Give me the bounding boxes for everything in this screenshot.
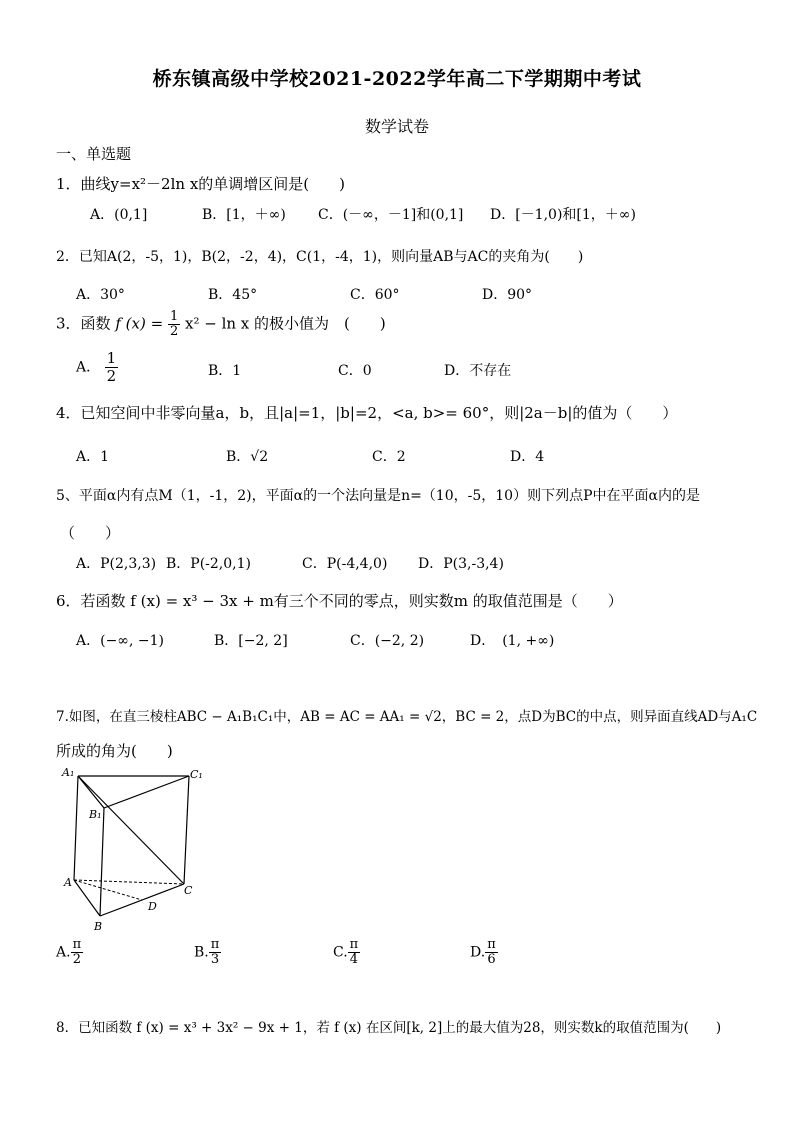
q1-option-b: B．[1，＋∞) [202,207,286,223]
q2-option-a: A．30° [76,287,125,303]
section-heading: 一、单选题 [56,145,132,163]
line-a1c [78,776,184,884]
edge-b1c1 [104,776,189,808]
edge-ab [74,880,100,916]
q4-option-c: C．2 [372,449,406,465]
q6-option-b: B．[−2, 2] [214,633,288,649]
q3-option-a-label: A． [76,359,101,376]
label-c: C [184,884,193,897]
question-3-stem [56,310,386,339]
prism-figure [56,762,216,932]
q7-option-d-frac [485,938,498,967]
q7-option-a [56,938,83,967]
q7-option-b [194,938,221,967]
q3-option-d: D．不存在 [444,363,512,379]
q3-option-a [76,350,118,385]
label-d: D [148,900,157,913]
q5-option-a: A．P(2,3,3) [76,556,157,572]
q3-option-a-fraction [105,350,119,385]
question-2-stem: 2．已知A(2，-5，1)，B(2，-2，4)，C(1，-4，1)，则向量AB与AC的夹角为( ) [56,249,584,265]
q7-optc-den: 4 [349,952,359,967]
q3-opta-den: 2 [106,367,117,385]
q3-option-c: C．0 [338,363,372,379]
q7-option-d [470,938,498,967]
q6-option-c: C．(−2, 2) [350,633,425,649]
q3-prefix: 3．函数 [56,314,111,333]
q2-option-d: D．90° [482,287,533,303]
q7-option-b-frac [209,938,222,967]
question-4-stem: 4．已知空间中非零向量a，b，且|a|=1，|b|=2，<a, b>= 60°，则|2a－b|的值为（ ） [56,404,678,422]
q4-option-a: A．1 [76,449,110,465]
q7-opta-num: π [72,937,82,952]
line-ad-hidden [74,880,142,900]
q2-option-c: C．60° [350,287,400,303]
question-5-stem-cont: （ ） [60,524,121,542]
q4-option-d: D．4 [510,449,545,465]
label-a1: A₁ [62,766,75,779]
label-c1: C₁ [190,768,203,781]
label-a: A [64,876,72,889]
q7-option-c-label: C. [333,944,348,961]
q3-option-b: B．1 [208,363,242,379]
q7-option-a-frac [71,938,84,967]
q7-option-d-label: D. [470,944,486,961]
page-title: 桥东镇高级中学校2021-2022学年高二下学期期中考试 [152,68,642,90]
q7-option-a-label: A. [56,944,71,961]
question-1-stem: 1．曲线y=x²－2ln x的单调增区间是( ) [56,175,345,193]
q6-option-d: D． (1, +∞) [470,633,555,649]
q3-fx: f (x) = [115,314,164,333]
edge-b1b [100,808,104,916]
q5-option-c: C．P(-4,4,0) [302,556,388,572]
q6-option-a: A．(−∞, −1) [76,633,164,649]
question-8-stem: 8．已知函数 f (x) = x³ + 3x² − 9x + 1，若 f (x) 在区间[k, 2]上的最大值为28，则实数k的取值范围为( ) [56,1020,722,1036]
q7-option-c [333,938,360,967]
question-7-stem: 7.如图，在直三棱柱ABC − A₁B₁C₁中，AB = AC = AA₁ = √2，BC = 2，点D为BC的中点，则异面直线AD与A₁C [56,709,758,725]
q1-option-a: A．(0,1] [90,207,148,223]
q7-optc-num: π [349,937,359,952]
question-7-stem-cont: 所成的角为( ) [56,742,173,760]
q7-opta-den: 2 [72,952,81,967]
prism-edges [74,776,189,916]
q3-fraction [168,310,180,339]
q2-option-b: B．45° [208,287,258,303]
q7-optb-num: π [210,937,220,952]
q7-optb-den: 3 [210,952,220,967]
q7-option-b-label: B. [194,944,209,961]
question-6-stem: 6．若函数 f (x) = x³ − 3x + m有三个不同的零点，则实数m 的取值范围是（ ） [56,592,623,610]
label-b: B [94,920,103,932]
q3-rest: x² − ln x 的极小值为 ( ) [185,314,386,333]
edge-ac-hidden [74,880,184,884]
q7-optd-num: π [487,937,496,952]
question-5-stem: 5、平面α内有点M（1，-1，2)，平面α的一个法向量是n=（10，-5，10）则下列点P中在平面α内的是 [56,488,700,504]
q1-option-c: C．(－∞，－1]和(0,1] [318,207,464,223]
page-subtitle: 数学试卷 [364,117,429,136]
edge-c1c [184,776,189,884]
q5-option-b: B．P(-2,0,1) [166,556,251,572]
q3-opta-num: 1 [106,349,117,367]
q3-frac-num: 1 [169,309,179,324]
q7-option-c-frac [348,938,361,967]
q3-frac-den: 2 [169,324,179,339]
edge-a1a [74,776,78,880]
q5-option-d: D．P(3,-3,4) [418,556,504,572]
q1-option-d: D．[－1,0)和[1，＋∞) [490,207,636,223]
label-b1: B₁ [89,808,102,821]
q4-option-b: B．√2 [226,449,269,465]
q7-optd-den: 6 [487,952,496,967]
